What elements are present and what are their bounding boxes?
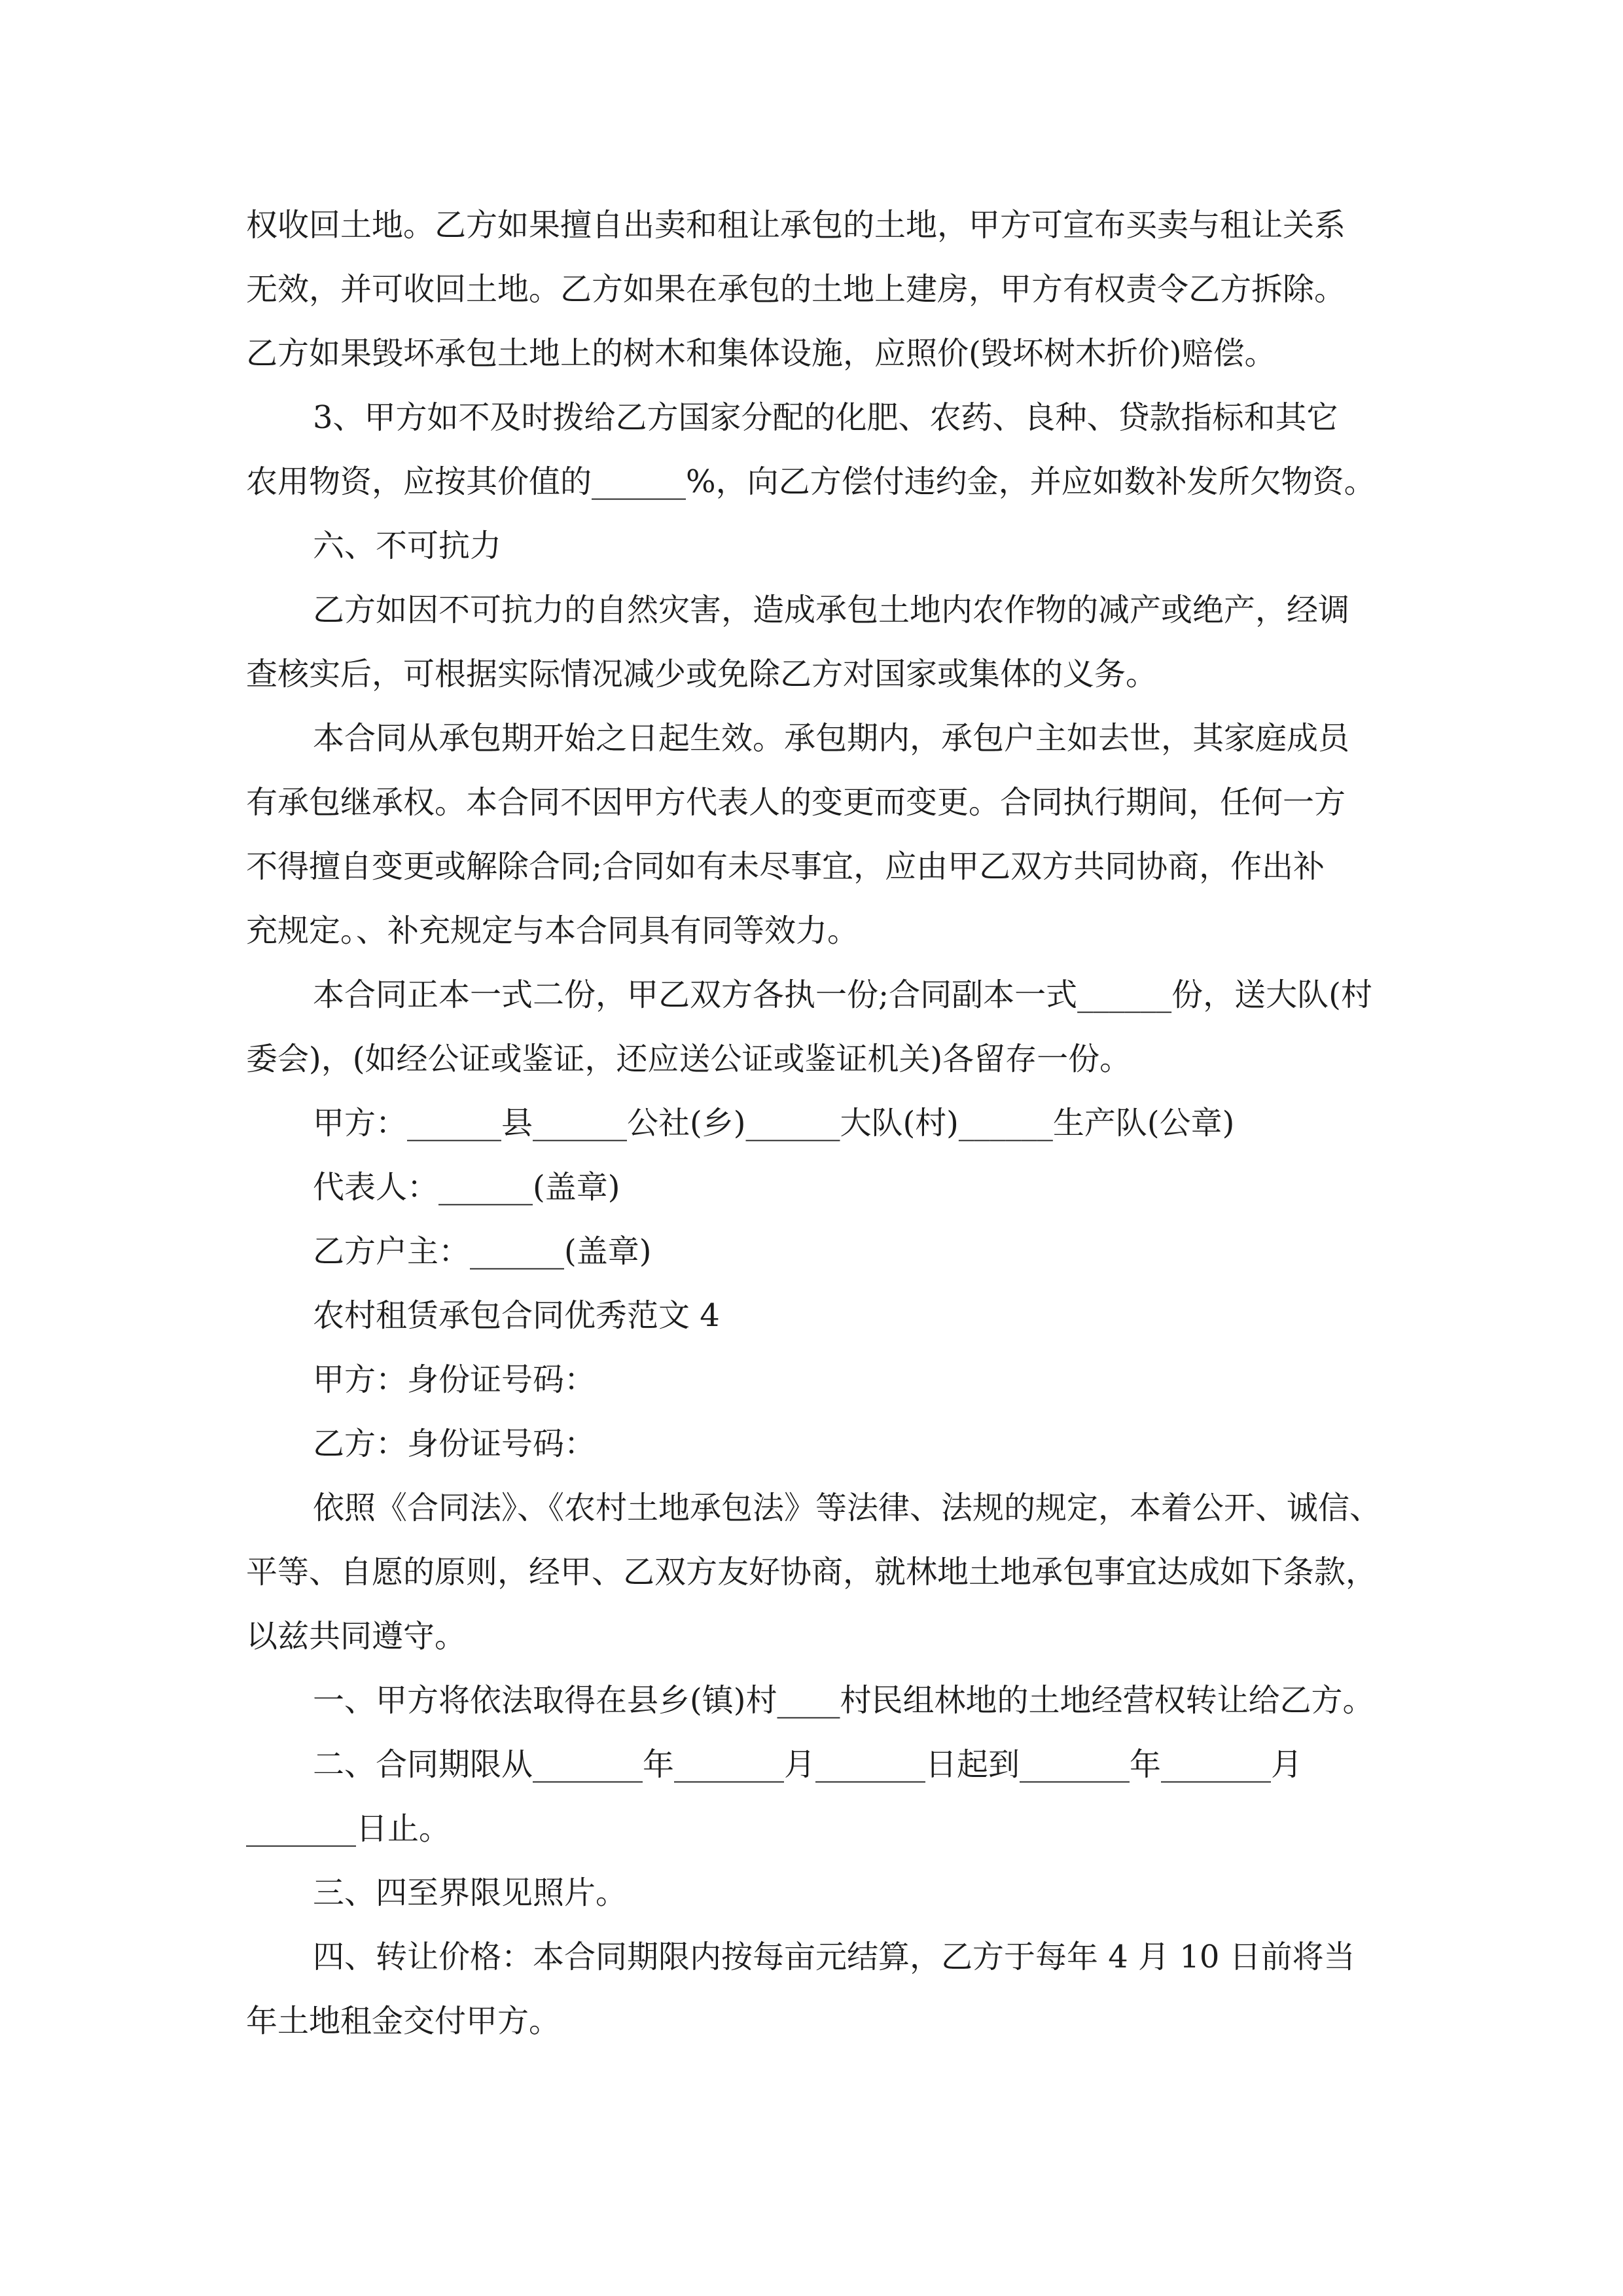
clause-line: 二、合同期限从_______年_______月_______日起到_______年_______月 (313, 1746, 1303, 1783)
document-body (246, 193, 1403, 2053)
paragraph-line: 委会)，(如经公证或鉴证，还应送公证或鉴证机关)各留存一份。 (246, 1041, 1132, 1077)
section-heading: 六、不可抗力 (313, 528, 502, 564)
party-b-id-line: 乙方：身份证号码： (313, 1426, 596, 1462)
paragraph-line: 3、甲方如不及时拨给乙方国家分配的化肥、农药、良种、贷款指标和其它 (313, 399, 1338, 436)
clause-line: _______日止。 (246, 1810, 451, 1847)
signature-party-a: 甲方：______县______公社(乡)______大队(村)______生产队(公章) (313, 1105, 1235, 1141)
paragraph-line: 农用物资，应按其价值的______%，向乙方偿付违约金，并应如数补发所欠物资。 (246, 463, 1376, 500)
paragraph-line: 不得擅自变更或解除合同;合同如有未尽事宜，应由甲乙双方共同协商，作出补 (246, 848, 1325, 885)
party-a-id-line: 甲方：身份证号码： (313, 1361, 596, 1398)
paragraph-line: 权收回土地。乙方如果擅自出卖和租让承包的土地，甲方可宣布买卖与租让关系 (246, 207, 1346, 243)
paragraph-line: 本合同正本一式二份，甲乙双方各执一份;合同副本一式______份，送大队(村 (313, 977, 1372, 1013)
clause-line: 四、转让价格：本合同期限内按每亩元结算，乙方于每年 4 月 10 日前将当 (313, 1939, 1355, 1975)
signature-party-b: 乙方户主：______(盖章) (313, 1233, 652, 1270)
contract-title: 农村租赁承包合同优秀范文 4 (313, 1297, 720, 1334)
clause-line: 年土地租金交付甲方。 (246, 2003, 561, 2039)
paragraph-line: 乙方如因不可抗力的自然灾害，造成承包土地内农作物的减产或绝产，经调 (313, 592, 1350, 628)
clause-line: 三、四至界限见照片。 (313, 1874, 628, 1911)
signature-representative: 代表人：______(盖章) (313, 1169, 620, 1206)
paragraph-line: 以兹共同遵守。 (246, 1618, 467, 1655)
paragraph-line: 平等、自愿的原则，经甲、乙双方友好协商，就林地土地承包事宜达成如下条款， (246, 1554, 1378, 1590)
paragraph-line: 充规定。、补充规定与本合同具有同等效力。 (246, 912, 859, 949)
paragraph-line: 本合同从承包期开始之日起生效。承包期内，承包户主如去世，其家庭成员 (313, 720, 1350, 757)
paragraph-line: 无效，并可收回土地。乙方如果在承包的土地上建房，甲方有权责令乙方拆除。 (246, 271, 1346, 308)
clause-line: 一、甲方将依法取得在县乡(镇)村____村民组林地的土地经营权转让给乙方。 (313, 1682, 1374, 1719)
paragraph-line: 查核实后，可根据实际情况减少或免除乙方对国家或集体的义务。 (246, 656, 1158, 692)
paragraph-line: 有承包继承权。本合同不因甲方代表人的变更而变更。合同执行期间，任何一方 (246, 784, 1346, 821)
paragraph-line: 依照《合同法》、《农村土地承包法》等法律、法规的规定，本着公开、诚信、 (313, 1490, 1382, 1526)
paragraph-line: 乙方如果毁坏承包土地上的树木和集体设施，应照价(毁坏树木折价)赔偿。 (246, 335, 1276, 372)
